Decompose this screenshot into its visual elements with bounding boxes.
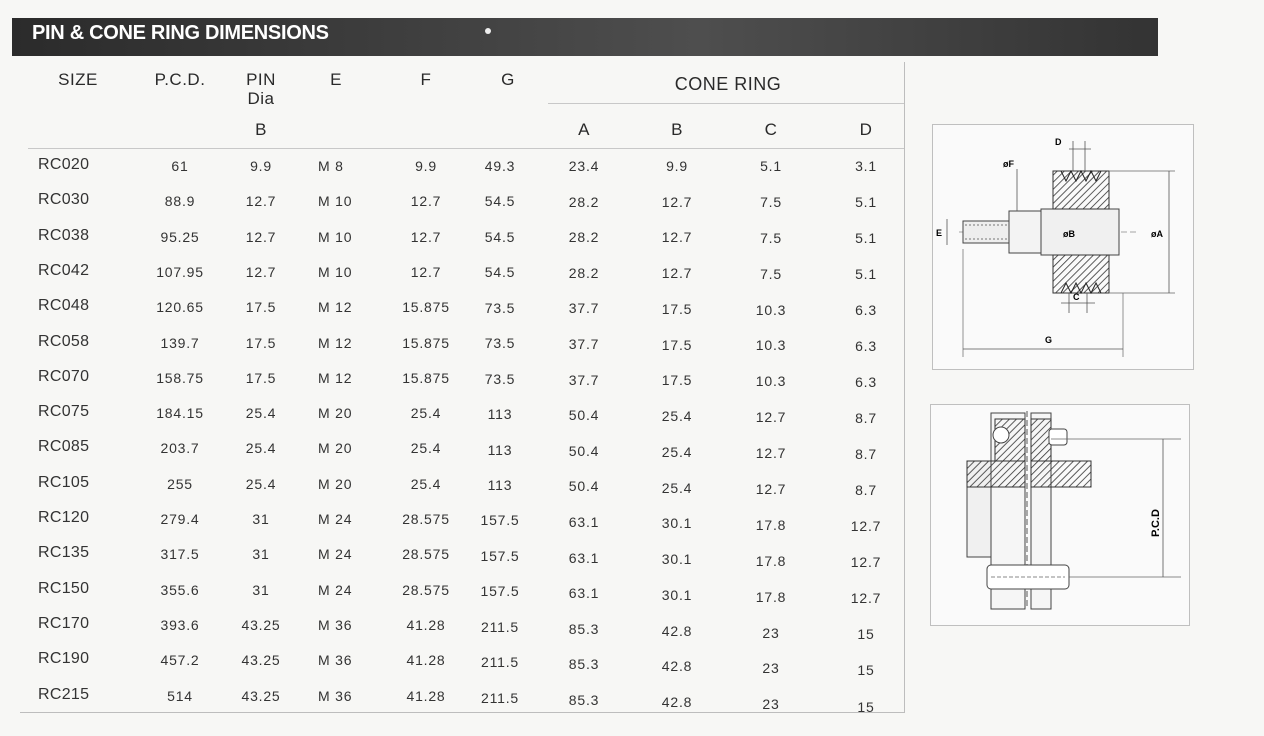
cell-pin-dia: 25.4 bbox=[245, 440, 277, 457]
cell-pin-dia: 9.9 bbox=[250, 158, 272, 174]
cell-cone-d: 6.3 bbox=[855, 338, 877, 355]
cell-g: 73.5 bbox=[484, 370, 516, 387]
cell-pcd: 393.6 bbox=[160, 616, 200, 633]
label-a: øA bbox=[1151, 229, 1163, 239]
cell-pin-dia: 17.5 bbox=[245, 334, 277, 351]
cell-pin-dia: 17.5 bbox=[245, 299, 277, 316]
cell-cone-c: 7.5 bbox=[760, 229, 782, 246]
dimensions-table bbox=[20, 62, 905, 713]
cell-e: M 36 bbox=[318, 652, 353, 669]
cell-cone-d: 8.7 bbox=[855, 446, 877, 463]
cell-f: 25.4 bbox=[410, 405, 442, 422]
cell-cone-c: 7.5 bbox=[760, 265, 782, 282]
header-rule bbox=[28, 148, 904, 149]
cell-cone-b: 17.5 bbox=[661, 336, 693, 353]
cell-cone-a: 63.1 bbox=[568, 549, 600, 566]
header-size: SIZE bbox=[58, 70, 98, 89]
cell-size: RC075 bbox=[38, 403, 90, 421]
cell-pcd: 139.7 bbox=[160, 334, 200, 351]
cell-size: RC120 bbox=[38, 509, 90, 526]
cell-cone-a: 63.1 bbox=[568, 513, 600, 530]
cell-cone-d: 15 bbox=[857, 626, 875, 643]
cell-cone-a: 63.1 bbox=[568, 585, 600, 602]
cell-cone-d: 5.1 bbox=[855, 194, 877, 211]
cell-pin-dia: 31 bbox=[252, 546, 270, 563]
cell-cone-b: 9.9 bbox=[666, 158, 688, 174]
cell-cone-b: 25.4 bbox=[661, 479, 693, 496]
cell-cone-a: 28.2 bbox=[568, 193, 600, 210]
cell-g: 157.5 bbox=[480, 512, 520, 529]
cell-e: M 20 bbox=[318, 440, 353, 457]
cell-f: 12.7 bbox=[410, 193, 442, 210]
cell-e: M 24 bbox=[318, 581, 353, 598]
title-banner bbox=[12, 18, 1158, 56]
cell-e: M 12 bbox=[318, 334, 353, 351]
cell-size: RC020 bbox=[38, 156, 90, 173]
cell-cone-d: 12.7 bbox=[850, 554, 882, 571]
header-f: F bbox=[420, 70, 432, 89]
cell-g: 157.5 bbox=[480, 547, 520, 564]
cell-pin-dia: 12.7 bbox=[245, 228, 277, 245]
cell-g: 73.5 bbox=[484, 299, 516, 316]
cell-g: 113 bbox=[487, 477, 513, 494]
cone-ring-drawing bbox=[933, 125, 1193, 369]
cell-cone-a: 50.4 bbox=[568, 407, 600, 424]
cell-pcd: 355.6 bbox=[160, 581, 200, 598]
cell-e: M 12 bbox=[318, 369, 353, 386]
cell-e: M 20 bbox=[318, 475, 353, 492]
cell-size: RC085 bbox=[38, 438, 90, 456]
cell-e: M 10 bbox=[318, 263, 353, 280]
cell-f: 28.575 bbox=[402, 511, 450, 527]
header-pcd: P.C.D. bbox=[154, 70, 206, 89]
cone-ring-rule bbox=[548, 103, 904, 104]
label-e: E bbox=[936, 228, 943, 238]
cell-cone-d: 6.3 bbox=[855, 374, 877, 391]
cell-pcd: 88.9 bbox=[164, 193, 196, 210]
cell-g: 113 bbox=[487, 406, 513, 423]
cell-pcd: 279.4 bbox=[160, 511, 200, 527]
cell-pcd: 158.75 bbox=[156, 369, 204, 386]
label-c: C bbox=[1073, 292, 1080, 302]
cell-cone-c: 10.3 bbox=[755, 337, 787, 354]
cell-cone-a: 37.7 bbox=[568, 300, 600, 317]
cell-cone-c: 10.3 bbox=[755, 301, 787, 318]
cell-pcd: 61 bbox=[171, 158, 189, 174]
cell-cone-d: 15 bbox=[857, 662, 875, 679]
cell-size: RC048 bbox=[38, 297, 90, 315]
header-cone-ring: CONE RING bbox=[674, 74, 782, 94]
cell-cone-d: 12.7 bbox=[850, 518, 882, 535]
cell-cone-b: 17.5 bbox=[661, 372, 693, 389]
cell-cone-b: 42.8 bbox=[661, 694, 693, 711]
cell-g: 157.5 bbox=[480, 583, 520, 600]
cell-cone-a: 50.4 bbox=[568, 478, 600, 495]
cell-f: 25.4 bbox=[410, 475, 442, 492]
cell-g: 54.5 bbox=[484, 228, 516, 245]
cell-cone-a: 23.4 bbox=[568, 158, 600, 174]
cell-pin-dia: 31 bbox=[252, 581, 270, 598]
cell-pin-dia: 43.25 bbox=[241, 616, 281, 633]
cell-g: 211.5 bbox=[481, 689, 519, 706]
cell-f: 9.9 bbox=[415, 158, 437, 174]
cell-cone-c: 7.5 bbox=[760, 193, 782, 210]
cell-cone-a: 85.3 bbox=[568, 656, 600, 673]
cell-size: RC190 bbox=[38, 650, 90, 668]
cell-cone-b: 12.7 bbox=[661, 229, 693, 246]
cell-cone-b: 25.4 bbox=[661, 443, 693, 460]
cell-pcd: 120.65 bbox=[156, 299, 204, 316]
cell-pcd: 514 bbox=[167, 687, 193, 704]
cell-cone-a: 37.7 bbox=[568, 371, 600, 388]
cell-pcd: 457.2 bbox=[160, 652, 200, 669]
cell-f: 15.875 bbox=[402, 369, 450, 386]
header-cone-d: D bbox=[859, 120, 873, 139]
cell-e: M 36 bbox=[318, 687, 353, 704]
cell-pcd: 184.15 bbox=[156, 405, 204, 422]
cell-cone-d: 8.7 bbox=[855, 410, 877, 427]
cell-pin-dia: 12.7 bbox=[245, 193, 277, 210]
cell-pin-dia: 17.5 bbox=[245, 369, 277, 386]
cell-e: M 24 bbox=[318, 511, 353, 527]
cell-cone-a: 85.3 bbox=[568, 691, 600, 708]
label-f: øF bbox=[1003, 159, 1014, 169]
cell-cone-c: 5.1 bbox=[760, 158, 782, 174]
banner-dot bbox=[485, 28, 491, 34]
cell-f: 15.875 bbox=[402, 299, 450, 316]
cell-cone-a: 28.2 bbox=[568, 264, 600, 281]
label-pcd: P.C.D bbox=[1150, 509, 1162, 537]
cell-f: 28.575 bbox=[402, 581, 450, 598]
cell-cone-a: 50.4 bbox=[568, 442, 600, 459]
cell-cone-c: 10.3 bbox=[755, 373, 787, 390]
cell-e: M 24 bbox=[318, 546, 353, 563]
cell-cone-d: 8.7 bbox=[855, 482, 877, 499]
cell-size: RC170 bbox=[38, 614, 90, 632]
cell-cone-b: 25.4 bbox=[661, 408, 693, 425]
coupling-assembly-drawing bbox=[931, 405, 1189, 625]
cell-cone-c: 17.8 bbox=[755, 516, 787, 533]
cell-size: RC038 bbox=[38, 226, 90, 244]
cell-pin-dia: 31 bbox=[252, 511, 270, 527]
cell-f: 28.575 bbox=[402, 546, 450, 563]
cell-size: RC058 bbox=[38, 332, 90, 350]
label-d: D bbox=[1055, 137, 1062, 147]
cell-pcd: 95.25 bbox=[160, 228, 200, 245]
cell-size: RC215 bbox=[38, 685, 90, 703]
cell-g: 113 bbox=[487, 441, 513, 458]
cell-e: M 10 bbox=[318, 228, 353, 245]
cell-pcd: 203.7 bbox=[160, 440, 200, 457]
cell-cone-b: 12.7 bbox=[661, 193, 693, 210]
cell-cone-a: 28.2 bbox=[568, 229, 600, 246]
cell-g: 73.5 bbox=[484, 335, 516, 352]
cell-pin-dia: 12.7 bbox=[245, 263, 277, 280]
label-g: G bbox=[1045, 335, 1053, 345]
cell-f: 41.28 bbox=[406, 687, 446, 704]
cell-cone-c: 23 bbox=[762, 660, 780, 677]
cell-cone-c: 12.7 bbox=[755, 445, 787, 462]
header-e: E bbox=[330, 70, 342, 89]
cell-g: 54.5 bbox=[484, 264, 516, 281]
cell-e: M 36 bbox=[318, 616, 353, 633]
cell-g: 54.5 bbox=[484, 193, 516, 210]
cell-size: RC042 bbox=[38, 261, 90, 279]
header-cone-b: B bbox=[671, 120, 683, 139]
cell-cone-d: 12.7 bbox=[850, 590, 882, 607]
cone-ring-diagram bbox=[932, 124, 1194, 370]
cell-f: 25.4 bbox=[410, 440, 442, 457]
cell-cone-d: 6.3 bbox=[855, 302, 877, 319]
cell-size: RC030 bbox=[38, 191, 90, 209]
cell-cone-a: 37.7 bbox=[568, 335, 600, 352]
cell-pin-dia: 43.25 bbox=[241, 652, 281, 669]
cell-cone-b: 42.8 bbox=[661, 622, 693, 639]
cell-pcd: 107.95 bbox=[156, 263, 204, 280]
cell-cone-c: 12.7 bbox=[755, 409, 787, 426]
header-cone-a: A bbox=[578, 120, 590, 139]
cell-f: 12.7 bbox=[410, 263, 442, 280]
cell-e: M 10 bbox=[318, 193, 353, 210]
coupling-assembly-diagram bbox=[930, 404, 1190, 626]
cell-cone-b: 17.5 bbox=[661, 300, 693, 317]
cell-cone-c: 17.8 bbox=[755, 552, 787, 569]
cell-size: RC135 bbox=[38, 544, 90, 562]
cell-cone-d: 15 bbox=[857, 698, 875, 715]
header-pin-dia: PIN Dia bbox=[246, 70, 276, 108]
cell-cone-c: 23 bbox=[762, 624, 780, 641]
cell-cone-b: 42.8 bbox=[661, 658, 693, 675]
cell-e: M 12 bbox=[318, 299, 353, 316]
cell-g: 211.5 bbox=[481, 618, 519, 635]
cell-pcd: 317.5 bbox=[160, 546, 200, 563]
cell-cone-d: 3.1 bbox=[855, 158, 877, 174]
cell-cone-c: 12.7 bbox=[755, 480, 787, 497]
cell-f: 12.7 bbox=[410, 228, 442, 245]
cell-cone-b: 30.1 bbox=[661, 551, 693, 568]
header-cone-c: C bbox=[764, 120, 778, 139]
page-title: PIN & CONE RING DIMENSIONS bbox=[32, 22, 329, 44]
cell-cone-c: 23 bbox=[762, 696, 780, 713]
label-b: øB bbox=[1063, 229, 1075, 239]
header-pin-b: B bbox=[255, 120, 267, 139]
cell-pin-dia: 43.25 bbox=[241, 687, 281, 704]
cell-size: RC070 bbox=[38, 367, 90, 385]
cell-size: RC150 bbox=[38, 579, 90, 597]
cell-f: 41.28 bbox=[406, 652, 446, 669]
header-g: G bbox=[501, 70, 515, 89]
cell-cone-b: 12.7 bbox=[661, 265, 693, 282]
cell-e: M 20 bbox=[318, 405, 353, 422]
cell-g: 211.5 bbox=[481, 654, 519, 671]
cell-cone-a: 85.3 bbox=[568, 620, 600, 637]
cell-cone-d: 5.1 bbox=[855, 266, 877, 283]
cell-f: 15.875 bbox=[402, 334, 450, 351]
cell-pin-dia: 25.4 bbox=[245, 405, 277, 422]
cell-g: 49.3 bbox=[484, 158, 516, 174]
cell-pin-dia: 25.4 bbox=[245, 475, 277, 492]
cell-cone-b: 30.1 bbox=[661, 586, 693, 603]
cell-pcd: 255 bbox=[167, 475, 193, 492]
cell-f: 41.28 bbox=[406, 616, 446, 633]
cell-cone-b: 30.1 bbox=[661, 515, 693, 532]
cell-size: RC105 bbox=[38, 473, 90, 491]
cell-cone-d: 5.1 bbox=[855, 230, 877, 247]
cell-cone-c: 17.8 bbox=[755, 588, 787, 605]
cell-e: M 8 bbox=[318, 158, 344, 174]
